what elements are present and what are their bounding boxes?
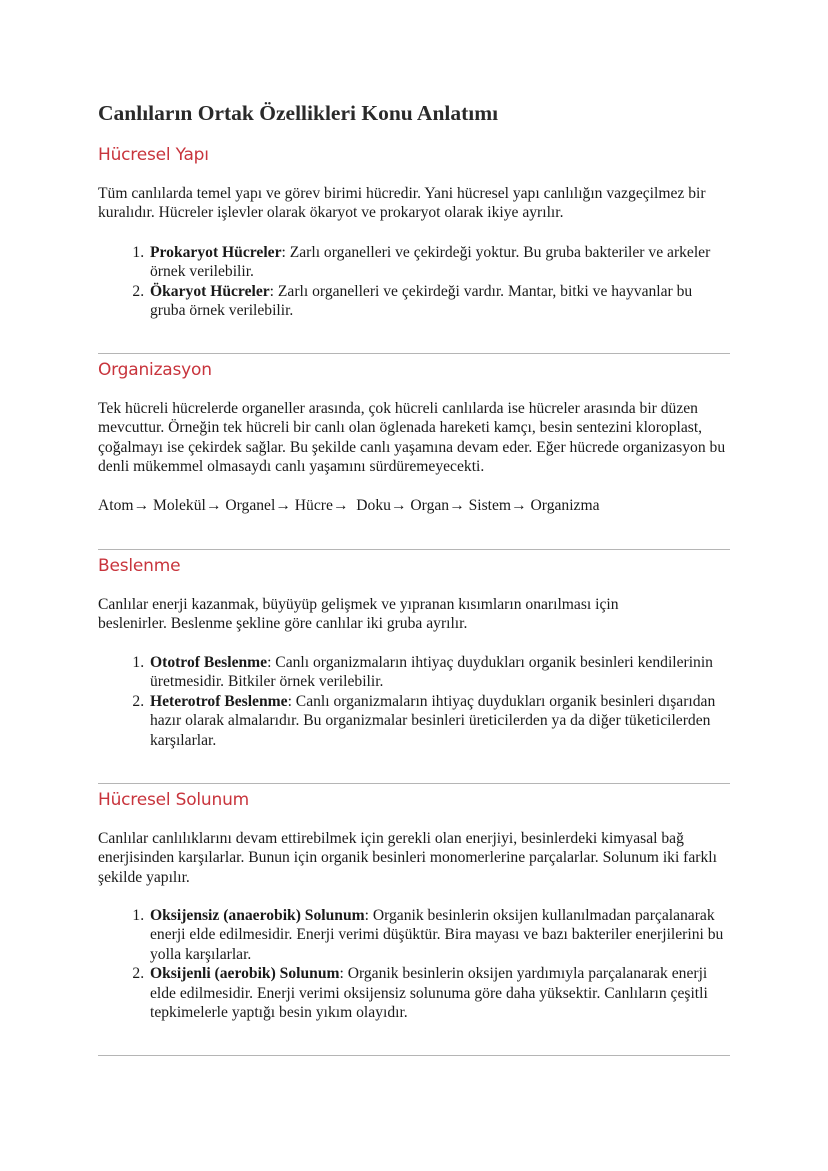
document-title: Canlıların Ortak Özellikleri Konu Anlatımı [98,101,499,125]
section-paragraph: Tüm canlılarda temel yapı ve görev birimi hücredir. Yani hücresel yapı canlılığın vazgeçilmez bir kuralıdır. Hücreler işlevler olarak ökaryot ve prokaryot olarak ikiye ayrılır. [98,185,706,222]
list-item-term: Ototrof Beslenme [150,654,268,671]
section-heading: Hücresel Yapı [98,145,209,165]
list-item-text: : Zarlı organelleri ve çekirdeği yoktur. Bu gruba bakteriler ve arkeler örnek verilebilir. [150,244,711,281]
definition-list [98,906,730,1022]
section-heading: Organizasyon [98,360,212,380]
definition-list [98,243,730,321]
list-item [148,964,730,1022]
section-heading: Beslenme [98,556,181,576]
section-paragraph: Tek hücreli hücrelerde organeller arasında, çok hücreli canlılarda ise hücreler arasında bir düzen mevcuttur. Örneğin tek hücreli bir canlı olan öglenada hareketi kamçı, besin sentezini kloroplast, çoğalmayı ise çekirdek sağlar. Bu şekilde canlı yaşamına devam eder. Eğer hücrede organizasyon bu denli mükemmel olmasaydı canlı yaşamını sürdüremeyecekti. [98,400,726,476]
section-divider [98,353,730,354]
list-item-text: : Canlı organizmaların ihtiyaç duydukları organik besinleri dışarıdan hazır olarak almalarıdır. Bu organizmalar besinleri üreticilerden ya da diğer tüketicilerden karşılarlar. [150,692,716,749]
list-item [148,282,730,321]
section-divider [98,1055,730,1056]
section-divider [98,549,730,550]
section-paragraph: Canlılar enerji kazanmak, büyüyüp gelişmek ve yıpranan kısımların onarılması için beslenirler. Beslenme şekline göre canlılar iki gruba ayrılır. [98,596,619,633]
section-heading: Hücresel Solunum [98,790,250,810]
list-item-term: Ökaryot Hücreler [150,282,270,300]
definition-list [98,653,730,750]
list-item-term: Prokaryot Hücreler [150,244,282,261]
list-item-term: Oksijensiz (anaerobik) Solunum [150,907,365,924]
list-item [148,653,730,692]
list-item-text: : Organik besinlerin oksijen kullanılmadan parçalanarak enerji elde edilmesidir. Enerji verimi düşüktür. Bira mayası ve bazı bakteriler enerjilerini bu yolla karşılarlar. [150,907,724,963]
section-paragraph: Canlılar canlılıklarını devam ettirebilmek için gerekli olan enerjiyi, besinlerdeki kimyasal bağ enerjisinden karşılarlar. Bunun için organik besinleri monomerlerine parçalarlar. Solunum iki farklı şekilde yapılır. [98,830,717,886]
list-item-text: : Canlı organizmaların ihtiyaç duydukları organik besinleri kendilerinin üretmesidir. Bitkiler örnek verilebilir. [150,654,713,691]
organization-hierarchy: Atom→ Molekül→ Organel→ Hücre→ Doku→ Organ→ Sistem→ Organizma [98,497,600,514]
list-item-term: Oksijenli (aerobik) Solunum [150,965,340,983]
section-divider [98,783,730,784]
list-item [148,906,730,964]
list-item [148,243,730,282]
list-item-text: : Zarlı organelleri ve çekirdeği vardır. Mantar, bitki ve hayvanlar bu gruba örnek verilebilir. [150,282,693,320]
list-item [148,692,730,750]
list-item-term: Heterotrof Beslenme [150,692,288,710]
list-item-text: : Organik besinlerin oksijen yardımıyla parçalanarak enerji elde edilmesidir. Enerji verimi oksijensiz solunuma göre daha yüksektir. Canlıların çeşitli tepkimelerle yaptığı besin yıkım olayıdır. [150,965,708,1022]
